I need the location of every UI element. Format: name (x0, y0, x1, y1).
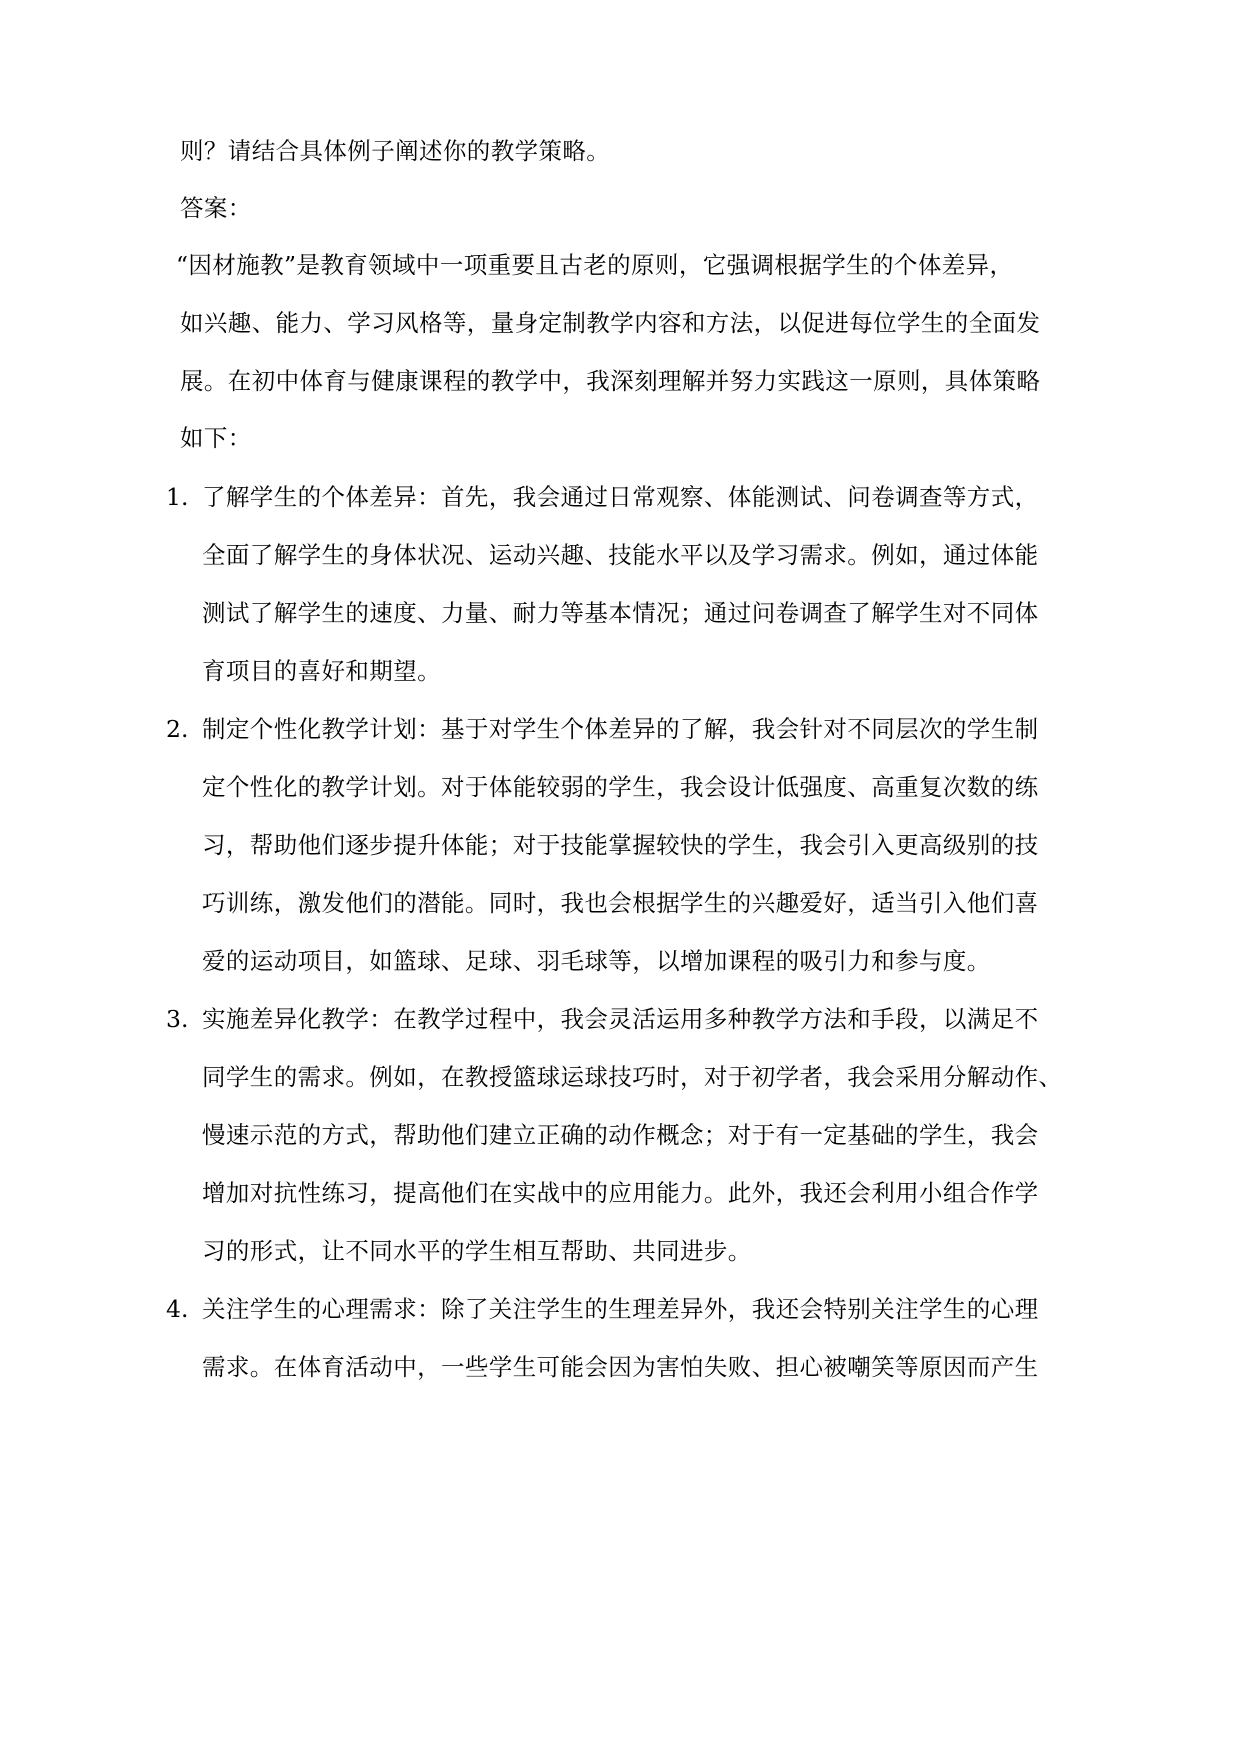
list-item-line: 同学生的需求。例如，在教授篮球运球技巧时，对于初学者，我会采用分解动作、 (202, 1063, 1063, 1091)
list-item-line: 育项目的喜好和期望。 (202, 657, 441, 685)
list-item-line: 需求。在体育活动中，一些学生可能会因为害怕失败、担心被嘲笑等原因而产生 (202, 1353, 1039, 1381)
list-item-line: 慢速示范的方式，帮助他们建立正确的动作概念；对于有一定基础的学生，我会 (202, 1121, 1039, 1149)
list-item-line: 习的形式，让不同水平的学生相互帮助、共同进步。 (202, 1237, 752, 1265)
list-item-line: 定个性化的教学计划。对于体能较弱的学生，我会设计低强度、高重复次数的练 (202, 773, 1039, 801)
list-item-number: 2. (166, 715, 189, 743)
list-item-number: 3. (166, 1005, 189, 1033)
list-item-number: 1. (166, 483, 189, 511)
list-item-line: 了解学生的个体差异：首先，我会通过日常观察、体能测试、问卷调查等方式， (202, 483, 1039, 511)
list-item-line: 巧训练，激发他们的潜能。同时，我也会根据学生的兴趣爱好，适当引入他们喜 (202, 889, 1039, 917)
list-item-line: 制定个性化教学计划：基于对学生个体差异的了解，我会针对不同层次的学生制 (202, 715, 1039, 743)
intro-line: “因材施教”是教育领域中一项重要且古老的原则，它强调根据学生的个体差异， (176, 251, 1014, 279)
list-item-line: 习，帮助他们逐步提升体能；对于技能掌握较快的学生，我会引入更高级别的技 (202, 831, 1039, 859)
intro-line: 展。在初中体育与健康课程的教学中，我深刻理解并努力实践这一原则，具体策略 (180, 367, 1041, 395)
list-item-number: 4. (166, 1295, 189, 1323)
list-item-line: 爱的运动项目，如篮球、足球、羽毛球等，以增加课程的吸引力和参与度。 (202, 947, 991, 975)
list-item-line: 全面了解学生的身体状况、运动兴趣、技能水平以及学习需求。例如，通过体能 (202, 541, 1039, 569)
list-item-line: 测试了解学生的速度、力量、耐力等基本情况；通过问卷调查了解学生对不同体 (202, 599, 1039, 627)
answer-label: 答案： (180, 194, 252, 222)
list-item-line: 关注学生的心理需求：除了关注学生的生理差异外，我还会特别关注学生的心理 (202, 1295, 1039, 1323)
intro-line: 如下： (180, 424, 252, 452)
intro-line: 则？请结合具体例子阐述你的教学策略。 (180, 137, 611, 165)
list-item-line: 增加对抗性练习，提高他们在实战中的应用能力。此外，我还会利用小组合作学 (202, 1179, 1039, 1207)
intro-line: 如兴趣、能力、学习风格等，量身定制教学内容和方法，以促进每位学生的全面发 (180, 309, 1041, 337)
list-item-line: 实施差异化教学：在教学过程中，我会灵活运用多种教学方法和手段，以满足不 (202, 1005, 1039, 1033)
